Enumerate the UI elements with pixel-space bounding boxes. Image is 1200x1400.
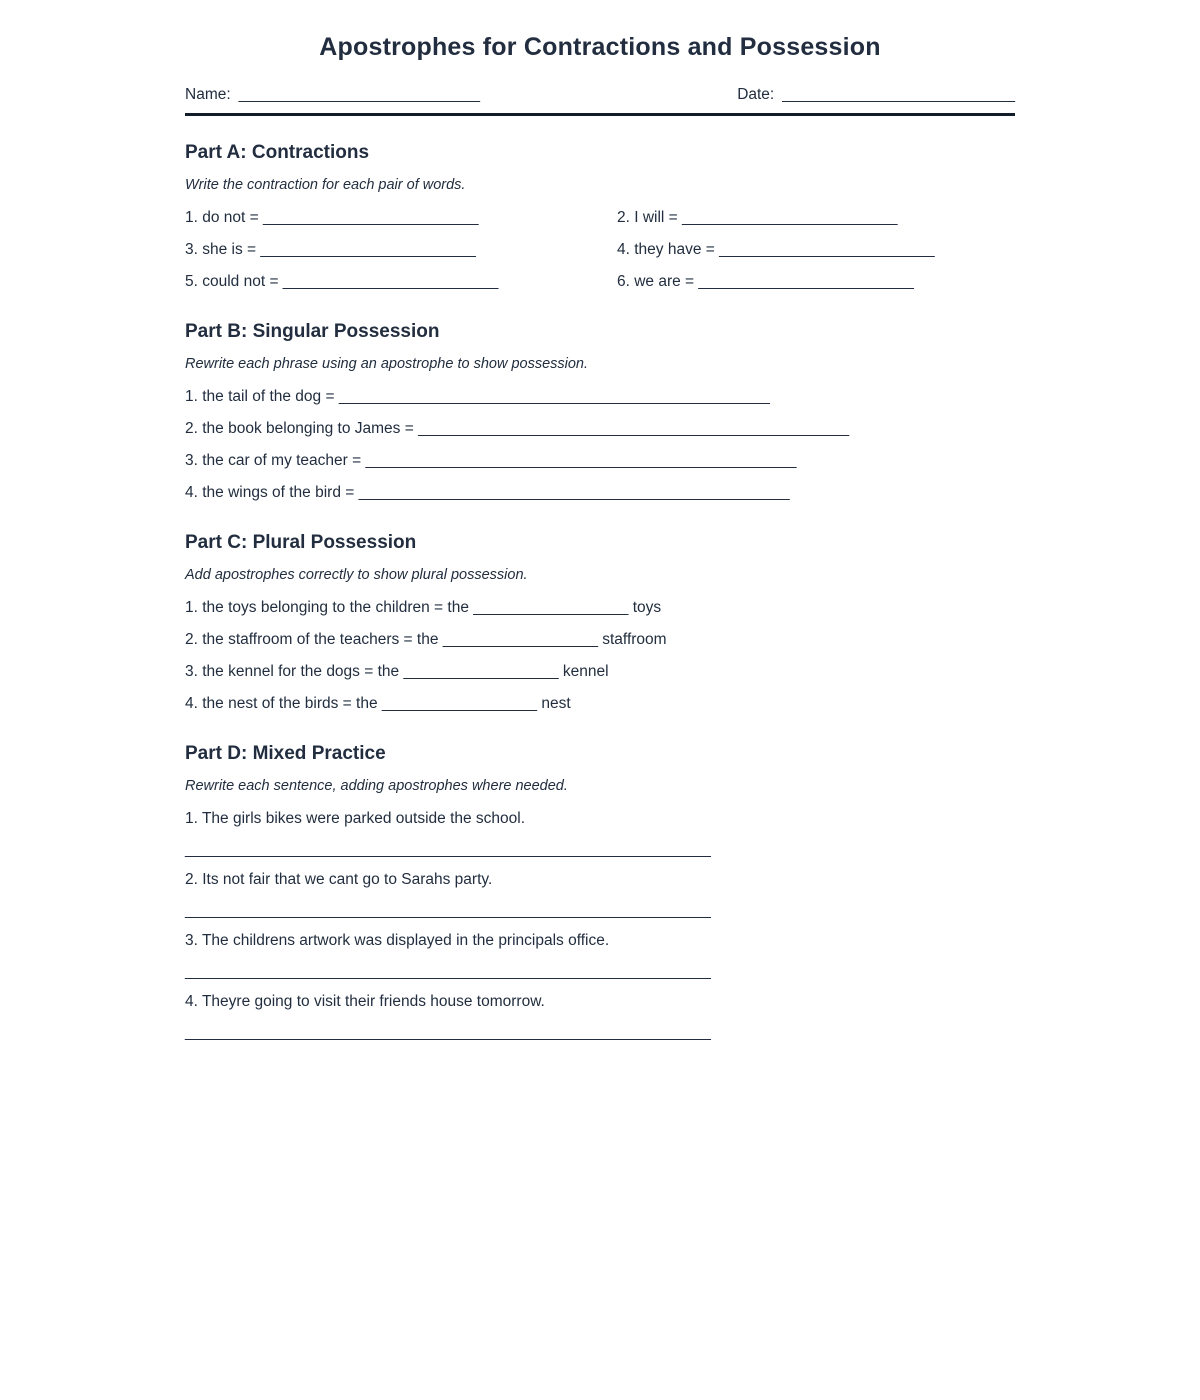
worksheet-item: 5. could not = _________________________ xyxy=(185,273,499,290)
worksheet-item: 1. do not = _________________________ xyxy=(185,209,479,226)
worksheet-item: 1. the tail of the dog = __________________________________________________ xyxy=(185,388,770,405)
sentence-text: 2. Its not fair that we cant go to Sarahs party. xyxy=(185,871,493,888)
part-d-items xyxy=(185,809,1015,1042)
name-blank-line: ____________________________ xyxy=(238,86,481,103)
part-d-heading: Part D: Mixed Practice xyxy=(185,743,386,764)
worksheet-item xyxy=(185,809,1015,859)
worksheet-item xyxy=(185,870,1015,920)
worksheet-item xyxy=(185,931,1015,981)
worksheet-item: 4. they have = _________________________ xyxy=(617,241,935,258)
sentence-text: 1. The girls bikes were parked outside the school. xyxy=(185,810,526,827)
worksheet-item: 3. she is = _________________________ xyxy=(185,241,476,258)
part-a-instruction: Write the contraction for each pair of words. xyxy=(185,177,466,193)
section-part-d xyxy=(185,743,1015,1042)
date-field xyxy=(737,86,1015,104)
name-date-row xyxy=(185,86,1015,104)
answer-blank-line: _____________________________________________________________ xyxy=(185,963,711,980)
date-label: Date: xyxy=(737,86,775,103)
answer-blank-line: _____________________________________________________________ xyxy=(185,902,711,919)
worksheet-item xyxy=(185,992,1015,1042)
page-title: Apostrophes for Contractions and Possession xyxy=(319,33,881,61)
name-label: Name: xyxy=(185,86,231,103)
worksheet-item: 4. the wings of the bird = __________________________________________________ xyxy=(185,484,790,501)
answer-blank-line: _____________________________________________________________ xyxy=(185,1024,711,1041)
part-d-instruction: Rewrite each sentence, adding apostrophes where needed. xyxy=(185,778,568,794)
part-c-instruction: Add apostrophes correctly to show plural possession. xyxy=(185,567,528,583)
worksheet-item: 2. the staffroom of the teachers = the __________________ staffroom xyxy=(185,631,667,648)
part-b-instruction: Rewrite each phrase using an apostrophe to show possession. xyxy=(185,356,589,372)
part-b-heading: Part B: Singular Possession xyxy=(185,321,440,342)
worksheet-item: 1. the toys belonging to the children = the __________________ toys xyxy=(185,599,662,616)
part-b-items xyxy=(185,387,1015,502)
section-part-c xyxy=(185,532,1015,713)
part-a-items xyxy=(185,208,1015,291)
worksheet-page xyxy=(185,0,1015,1042)
sentence-text: 4. Theyre going to visit their friends house tomorrow. xyxy=(185,993,545,1010)
part-a-heading: Part A: Contractions xyxy=(185,142,370,163)
worksheet-item: 4. the nest of the birds = the __________________ nest xyxy=(185,695,571,712)
worksheet-item: 6. we are = _________________________ xyxy=(617,273,914,290)
section-part-a xyxy=(185,142,1015,291)
worksheet-item: 3. the kennel for the dogs = the __________________ kennel xyxy=(185,663,609,680)
worksheet-item: 2. the book belonging to James = __________________________________________________ xyxy=(185,420,850,437)
part-c-items xyxy=(185,598,1015,713)
name-field xyxy=(185,86,480,104)
part-c-heading: Part C: Plural Possession xyxy=(185,532,417,553)
header-divider xyxy=(185,113,1015,116)
sentence-text: 3. The childrens artwork was displayed in the principals office. xyxy=(185,932,610,949)
section-part-b xyxy=(185,321,1015,502)
date-blank-line: ___________________________ xyxy=(782,86,1015,103)
worksheet-item: 2. I will = _________________________ xyxy=(617,209,898,226)
answer-blank-line: _____________________________________________________________ xyxy=(185,841,711,858)
worksheet-item: 3. the car of my teacher = __________________________________________________ xyxy=(185,452,797,469)
